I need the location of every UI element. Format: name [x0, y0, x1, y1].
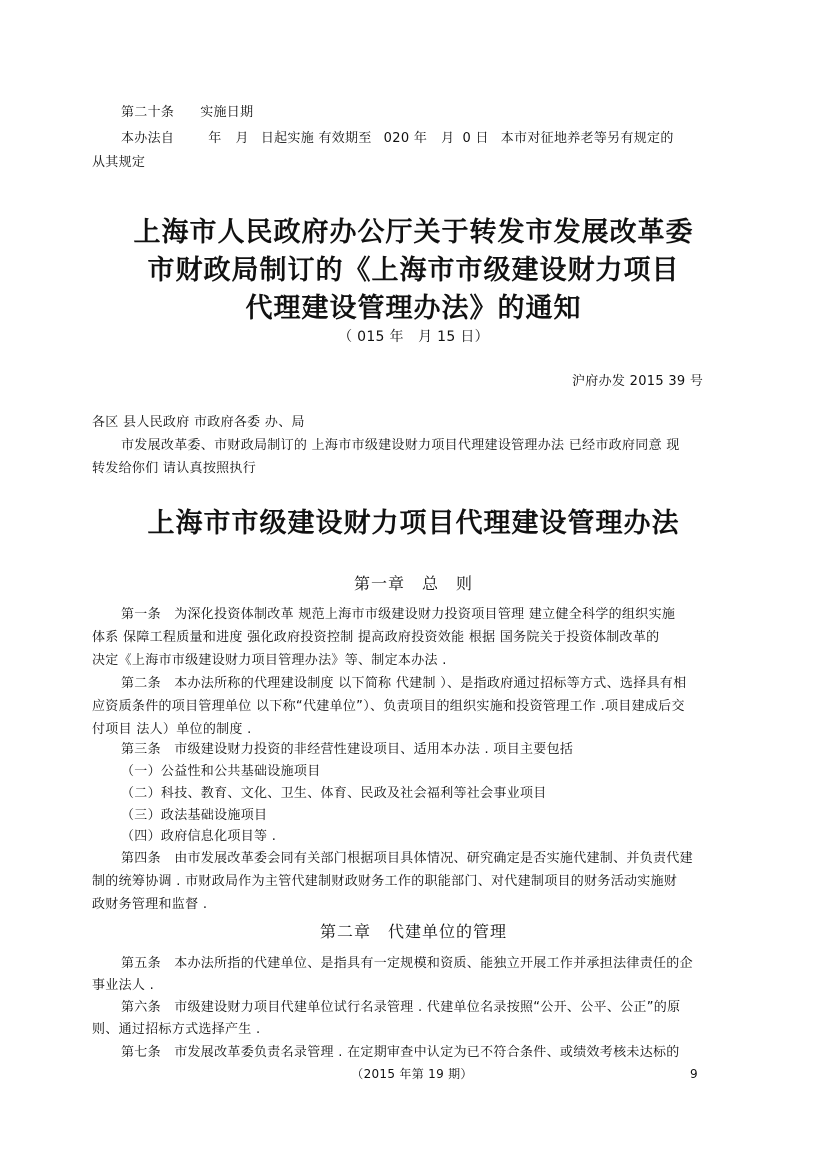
article-number: 第二十条 [121, 105, 175, 120]
article-6-line: 第六条 市级建设财力项目代建单位试行名录管理 . 代建单位名录按照“公开、公平、公正”的原 [121, 1000, 681, 1015]
article-20-heading [121, 105, 253, 121]
text-fragment: 月 [441, 131, 455, 146]
article-6-line: 则、通过招标方式选择产生 . [92, 1022, 261, 1037]
notice-date: （ 015 年 月 15 日） [338, 329, 489, 345]
article-20-body-line: 从其规定 [92, 155, 146, 170]
text-fragment: 年 [208, 131, 222, 146]
article-3-list-item: （四）政府信息化项目等 . [121, 829, 277, 844]
document-number: 沪府办发 2015 39 号 [572, 374, 704, 389]
notice-body-line: 市发展改革委、市财政局制订的 上海市市级建设财力项目代理建设管理办法 已经市政府同意 现 [121, 438, 680, 453]
chapter-heading: 第二章 代建单位的管理 [319, 922, 507, 941]
article-2-line: 第二条 本办法所称的代理建设制度 以下简称 代建制 ）、是指政府通过招标等方式、选择具有相 [121, 676, 687, 691]
chapter-heading: 第一章 总 则 [353, 574, 473, 593]
article-title: 实施日期 [200, 105, 254, 120]
text-fragment: 日起实施 有效期至 [260, 131, 372, 146]
notice-title-line: 市财政局制订的《上海市市级建设财力项目 [147, 255, 680, 286]
article-3-list-item: （一）公益性和公共基础设施项目 [121, 764, 321, 779]
article-4-line: 制的统筹协调 . 市财政局作为主管代建制财政财务工作的职能部门、对代建制项目的财务活动实施财 [92, 874, 678, 889]
article-3-list-item: （二）科技、教育、文化、卫生、体育、民政及社会福利等社会事业项目 [121, 786, 547, 801]
text-fragment: 020 年 [383, 131, 428, 146]
measures-title: 上海市市级建设财力项目代理建设管理办法 [147, 508, 680, 539]
article-4-line: 第四条 由市发展改革委会同有关部门根据项目具体情况、研究确定是否实施代建制、并负责代建 [121, 851, 693, 866]
text-fragment: 本办法自 [121, 131, 175, 146]
notice-title-line: 代理建设管理办法》的通知 [245, 293, 582, 324]
article-3-line: 第三条 市级建设财力投资的非经营性建设项目、适用本办法 . 项目主要包括 [121, 742, 574, 757]
article-1-line: 决定《上海市市级建设财力项目管理办法》等、制定本办法 . [92, 653, 447, 668]
text-fragment: 月 [235, 131, 249, 146]
addressee: 各区 县人民政府 市政府各委 办、局 [92, 415, 305, 430]
article-2-line: 付项目 法人）单位的制度 . [92, 722, 252, 737]
issue-label: （2015 年第 19 期） [351, 1067, 473, 1081]
article-5-line: 第五条 本办法所指的代建单位、是指具有一定规模和资质、能独立开展工作并承担法律责任的企 [121, 956, 693, 971]
article-1-line: 体系 保障工程质量和进度 强化政府投资控制 提高政府投资效能 根据 国务院关于投资体制改革的 [92, 630, 660, 645]
article-5-line: 事业法人 . [92, 978, 155, 993]
notice-body-line: 转发给你们 请认真按照执行 [92, 461, 257, 476]
article-7-line: 第七条 市发展改革委负责名录管理 . 在定期审查中认定为已不符合条件、或绩效考核未达标的 [121, 1045, 680, 1060]
article-1-line: 第一条 为深化投资体制改革 规范上海市市级建设财力投资项目管理 建立健全科学的组织实施 [121, 607, 676, 622]
text-fragment: 0 日 [462, 131, 489, 146]
article-20-body-line [121, 131, 674, 147]
article-2-line: 应资质条件的项目管理单位 以下称“代建单位”）、负责项目的组织实施和投资管理工作 .项目建成后交 [92, 699, 685, 714]
page-number: 9 [690, 1067, 698, 1081]
article-4-line: 政财务管理和监督 . [92, 897, 208, 912]
notice-title-line: 上海市人民政府办公厅关于转发市发展改革委 [133, 217, 694, 248]
text-fragment: 本市对征地养老等另有规定的 [500, 131, 674, 146]
article-3-list-item: （三）政法基础设施项目 [121, 808, 268, 823]
